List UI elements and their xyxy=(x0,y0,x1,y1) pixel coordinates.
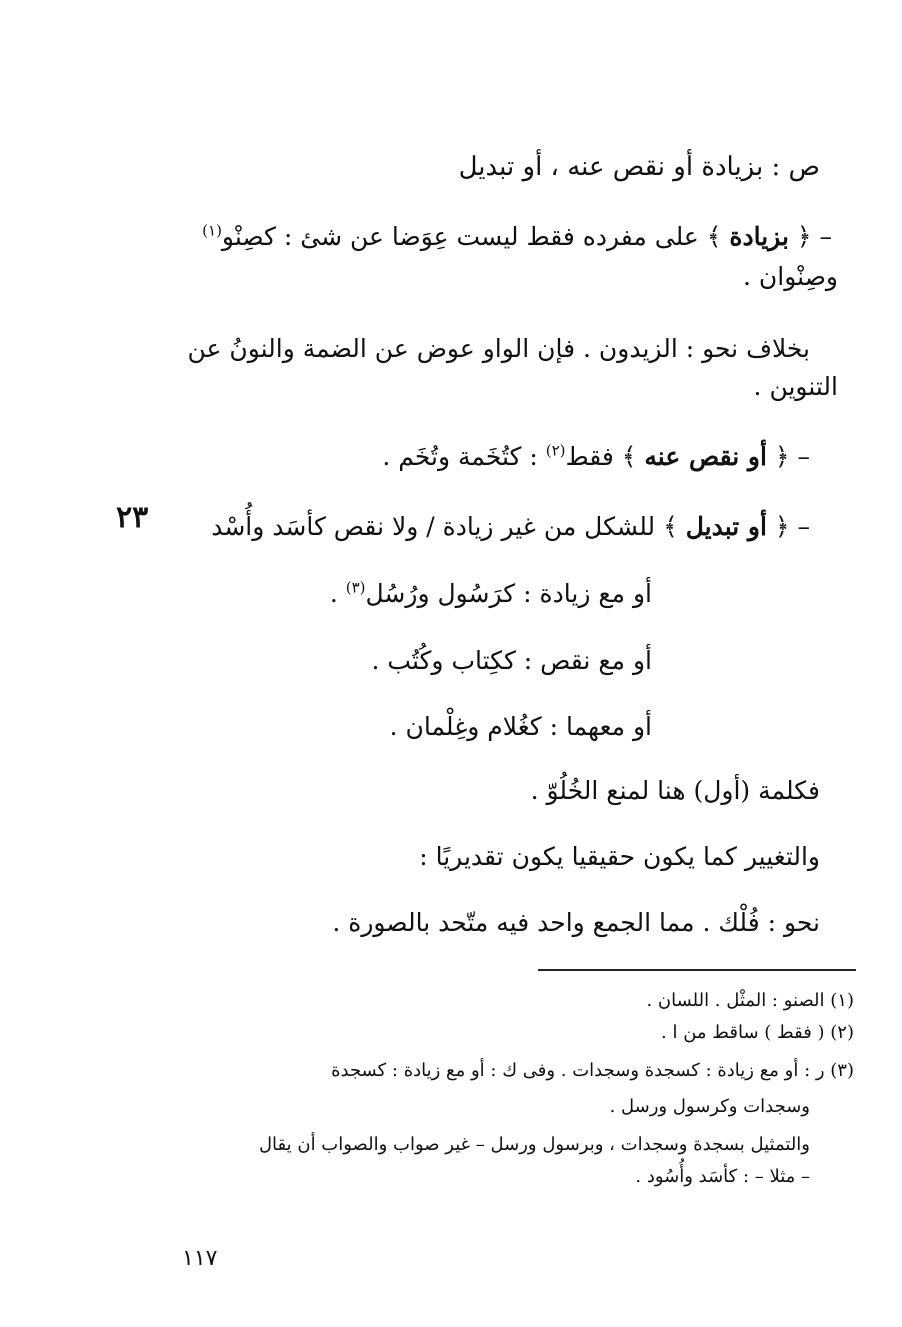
ornament-bracket-open: ﴿ xyxy=(774,442,790,471)
paragraph-nahw: نحو : فُلْك . مما الجمع واحد فيه متّحد بالصورة . xyxy=(332,908,820,937)
footnote-2: (٢) ( فقط ) ساقط من ا . xyxy=(661,1022,854,1043)
paragraph-text: فقط xyxy=(565,442,614,471)
page-number: ١١٧ xyxy=(182,1246,218,1271)
matn-term: بزيادة xyxy=(729,222,789,251)
manuscript-folio-number: ٢٣ xyxy=(116,500,149,535)
paragraph-khilaf-line1: بخلاف نحو : الزيدون . فإن الواو عوض عن الضمة والنونُ عن xyxy=(187,334,810,363)
matn-term: أو تبديل xyxy=(685,512,767,541)
footnote-3-line4: – مثلا – : كأسَد وأُسُود . xyxy=(635,1166,810,1187)
paragraph-ziyada-continuation: وصِنْوان . xyxy=(743,262,838,291)
period: . xyxy=(329,579,338,608)
paragraph-text: على مفرده فقط ليست عِوَضا عن شئ : كصِنْو xyxy=(221,222,699,251)
ornament-bracket-open: ﴿ xyxy=(796,222,812,251)
footnote-3-line3: والتمثيل بسجدة وسجدات ، وبرسول ورسل – غير صواب والصواب أن يقال xyxy=(258,1134,810,1155)
dash: – xyxy=(797,442,810,471)
example-ma3ahuma: أو معهما : كغُلام وغِلْمان . xyxy=(389,712,652,741)
ornament-bracket-close: ﴾ xyxy=(706,222,722,251)
paragraph-naqs xyxy=(382,438,810,476)
footnote-separator xyxy=(538,969,856,971)
section-heading: ص : بزيادة أو نقص عنه ، أو تبديل xyxy=(458,152,820,182)
dash: – xyxy=(819,222,832,251)
footnote-ref-3: (٣) xyxy=(345,578,366,597)
paragraph-text: للشكل من غير زيادة / ولا نقص كأسَد وأُسْد xyxy=(211,512,656,541)
example-ziyada xyxy=(330,575,652,613)
paragraph-text: : كتُخَمة وتُخَم . xyxy=(382,442,538,471)
dash: – xyxy=(797,512,810,541)
footnote-ref-2: (٢) xyxy=(545,441,566,460)
matn-term: أو نقص عنه xyxy=(644,442,767,471)
ornament-bracket-close: ﴾ xyxy=(621,442,637,471)
footnote-ref-1: (١) xyxy=(202,221,222,240)
footnote-3-line1: (٣) ر : أو مع زيادة : كسجدة وسجدات . وفى ك : أو مع زيادة : كسجدة xyxy=(331,1060,854,1081)
footnote-3-line2: وسجدات وكرسول ورسل . xyxy=(609,1096,810,1117)
paragraph-khilaf-line2: التنوين . xyxy=(753,372,838,401)
example-text: أو مع زيادة : كرَسُول ورُسُل xyxy=(365,579,652,608)
paragraph-tabdil xyxy=(211,508,810,546)
paragraph-taghyir: والتغيير كما يكون حقيقيا يكون تقديريًا : xyxy=(419,842,820,871)
ornament-bracket-close: ﴾ xyxy=(663,512,678,541)
example-naqs: أو مع نقص : ككِتاب وكُتُب . xyxy=(371,646,652,675)
ornament-bracket-open: ﴿ xyxy=(774,512,790,541)
paragraph-ziyada xyxy=(202,218,832,256)
paragraph-kalima: فكلمة (أول) هنا لمنع الخُلُوّ . xyxy=(530,776,820,805)
footnote-1: (١) الصنو : المثْل . اللسان . xyxy=(646,990,854,1011)
